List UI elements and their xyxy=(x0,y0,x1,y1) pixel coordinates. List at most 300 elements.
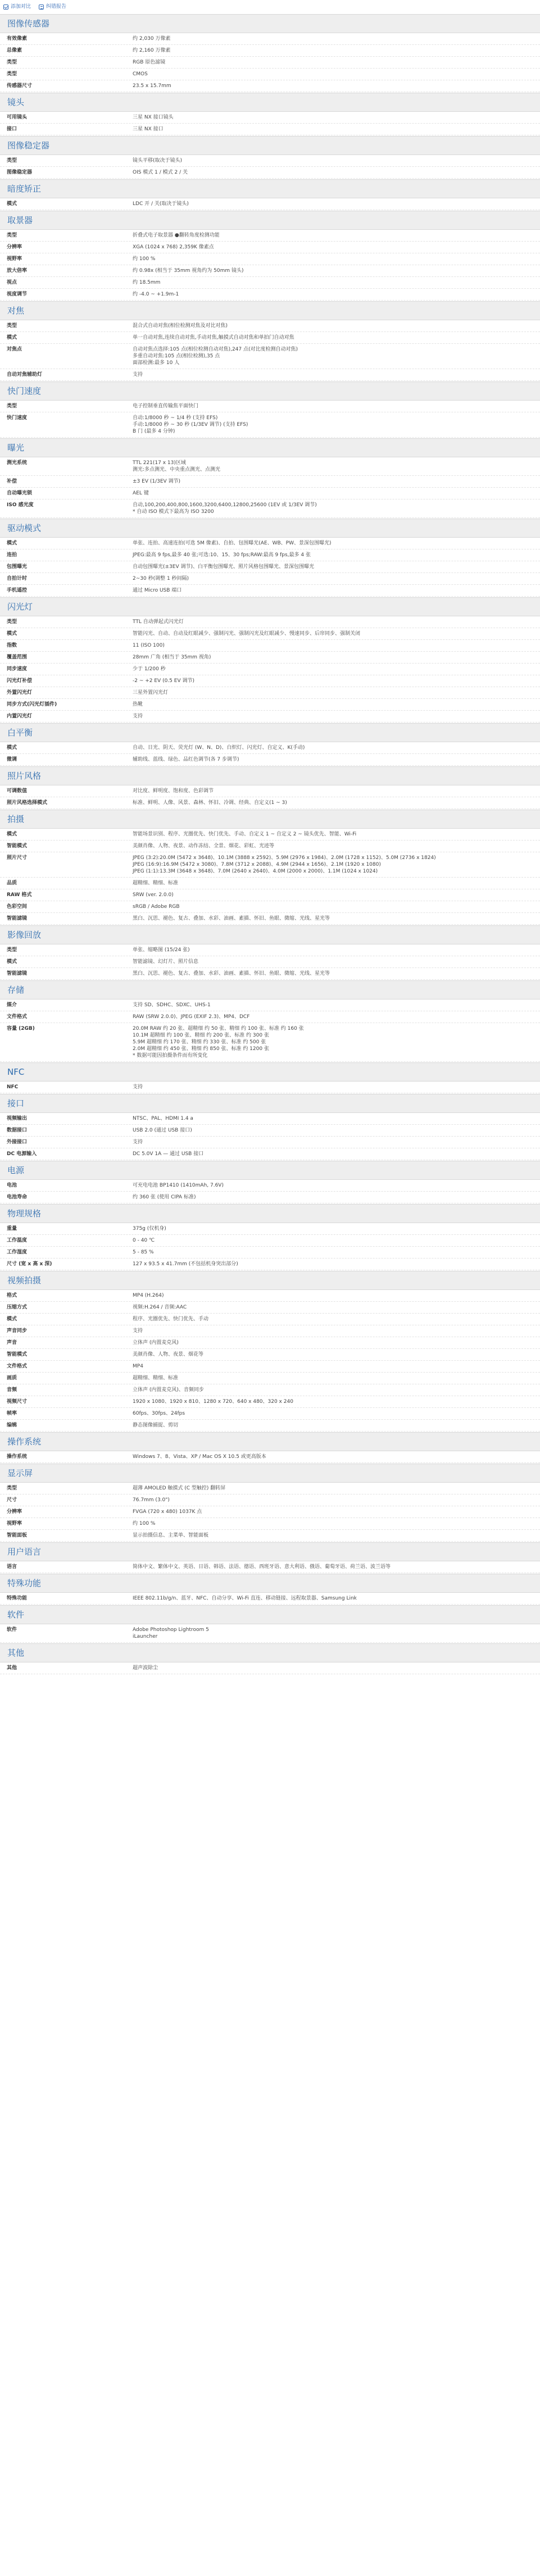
spec-value: 智能滤镜、幻灯片、照片信息 xyxy=(133,959,199,965)
spec-row xyxy=(0,1290,540,1302)
spec-label: 画质 xyxy=(7,1375,17,1381)
spec-row xyxy=(0,640,540,652)
spec-row xyxy=(0,265,540,277)
spec-value: JPEG:最高 9 fps,最多 40 张;可选:10、15、30 fps;RAW:最高 9 fps,最多 4 张 xyxy=(133,552,311,558)
report-icon xyxy=(39,4,44,10)
spec-label: 容量 (2GB) xyxy=(7,1026,35,1032)
spec-value: 三星外置闪光灯 xyxy=(133,690,169,696)
spec-label: 快门速度 xyxy=(7,415,28,421)
section-heading: 接口 xyxy=(0,1094,540,1113)
spec-row xyxy=(0,112,540,124)
spec-label: 压缩方式 xyxy=(7,1305,28,1310)
spec-value: 热靴 xyxy=(133,702,143,707)
spec-label: 同步速度 xyxy=(7,666,28,672)
spec-value: USB 2.0 (通过 USB 接口) xyxy=(133,1128,192,1133)
spec-section xyxy=(0,1574,540,1605)
spec-section xyxy=(0,93,540,135)
spec-label: NFC xyxy=(7,1084,19,1090)
spec-label: 补偿 xyxy=(7,479,17,484)
section-heading: 显示屏 xyxy=(0,1464,540,1483)
spec-label: 放大倍率 xyxy=(7,268,28,274)
spec-label: 数据接口 xyxy=(7,1128,28,1133)
spec-value: 辅助线、蓝线、绿色、品红色调节(各 7 步调节) xyxy=(133,757,239,762)
spec-label: ISO 感光度 xyxy=(7,502,34,508)
spec-value: 美颜肖像、人物、夜景、烟花等 xyxy=(133,1352,204,1357)
spec-value: LDC 开 / 关(取决于镜头) xyxy=(133,201,189,207)
spec-row xyxy=(0,332,540,344)
section-heading: 特殊功能 xyxy=(0,1574,540,1593)
spec-row xyxy=(0,1483,540,1494)
spec-value: 超薄 AMOLED 触摸式 (C 型触控) 翻转屏 xyxy=(133,1485,226,1491)
spec-row xyxy=(0,1325,540,1337)
spec-section xyxy=(0,1094,540,1160)
spec-row xyxy=(0,1662,540,1674)
error-report-label: 纠错报告 xyxy=(46,4,67,10)
spec-value: Adobe Photoshop Lightroom 5 iLauncher xyxy=(133,1627,209,1639)
spec-value: SRW (ver. 2.0.0) xyxy=(133,892,174,898)
spec-label: 音频 xyxy=(7,1387,17,1393)
spec-label: 模式 xyxy=(7,1316,17,1322)
spec-label: 模式 xyxy=(7,745,17,751)
spec-row xyxy=(0,1137,540,1148)
spec-label: 外接接口 xyxy=(7,1139,28,1145)
spec-value: FVGA (720 x 480) 1037K 点 xyxy=(133,1509,202,1515)
spec-row xyxy=(0,1494,540,1506)
spec-row xyxy=(0,616,540,628)
spec-row xyxy=(0,652,540,664)
spec-label: 闪光灯补偿 xyxy=(7,678,33,684)
spec-row xyxy=(0,412,540,438)
spec-value: 超精细、精细、标准 xyxy=(133,880,179,886)
spec-value: 23.5 x 15.7mm xyxy=(133,83,171,89)
spec-section xyxy=(0,1605,540,1643)
spec-value: 自动包围曝光(±3EV 调节)、白平衡包围曝光、照片风格包围曝光、景深包围曝光 xyxy=(133,564,314,570)
spec-label: 模式 xyxy=(7,201,17,207)
spec-value: 自动对焦点选择:105 点(相位检测自动对焦),247 点(对比度检测自动对焦) 多重自动对焦:105 点(相位检测),35 点 面部检测:最多 10 人 xyxy=(133,347,298,366)
spec-label: 传感器尺寸 xyxy=(7,83,33,89)
spec-label: 软件 xyxy=(7,1627,17,1633)
spec-label: 连拍 xyxy=(7,552,17,558)
spec-row xyxy=(0,1396,540,1408)
section-heading: 物理规格 xyxy=(0,1204,540,1223)
spec-value: 立体声 (内置麦克风) xyxy=(133,1340,179,1346)
spec-row xyxy=(0,1180,540,1192)
spec-value: 智能闪光、自动、自动及红眼减少、强制闪光、强制闪光及红眼减少、慢速同步、后帘同步、强制关闭 xyxy=(133,631,361,637)
section-heading: 图像传感器 xyxy=(0,14,540,33)
spec-label: 类型 xyxy=(7,158,17,163)
spec-row xyxy=(0,198,540,210)
spec-label: 自动曝光锁 xyxy=(7,490,33,496)
spec-value: 单张、连拍、高速连拍(可选 5M 像素)、自拍、包围曝光(AE、WB、PW、景深包围曝光) xyxy=(133,540,332,546)
spec-label: 工作湿度 xyxy=(7,1250,28,1255)
spec-row xyxy=(0,797,540,809)
spec-row xyxy=(0,687,540,699)
spec-label: 同步方式(闪光灯插件) xyxy=(7,702,57,707)
spec-value: MP4 xyxy=(133,1364,143,1369)
section-heading: 拍摄 xyxy=(0,810,540,829)
spec-value: 程序、光圈优先、快门优先、手动 xyxy=(133,1316,209,1322)
spec-label: 类型 xyxy=(7,60,17,65)
spec-label: 电池寿命 xyxy=(7,1194,28,1200)
spec-row xyxy=(0,167,540,179)
spec-section xyxy=(0,1464,540,1542)
spec-value: 超精细、精细、标准 xyxy=(133,1375,179,1381)
spec-label: 模式 xyxy=(7,631,17,637)
spec-row xyxy=(0,1023,540,1062)
spec-row xyxy=(0,369,540,381)
spec-value: 通过 Micro USB 端口 xyxy=(133,588,182,593)
spec-value: 支持 xyxy=(133,372,143,378)
spec-value: 镜头平移(取决于镜头) xyxy=(133,158,183,163)
spec-label: 视野率 xyxy=(7,1521,22,1526)
spec-label: 其他 xyxy=(7,1665,17,1671)
spec-label: 视野率 xyxy=(7,256,22,262)
spec-row xyxy=(0,1302,540,1314)
spec-label: 覆盖范围 xyxy=(7,655,28,660)
spec-label: 品质 xyxy=(7,880,17,886)
spec-value: -2 ~ +2 EV (0.5 EV 调节) xyxy=(133,678,194,684)
spec-value: XGA (1024 x 768) 2,359K 像素点 xyxy=(133,244,214,250)
spec-row xyxy=(0,585,540,597)
spec-section xyxy=(0,1643,540,1674)
spec-label: 照片风格选择模式 xyxy=(7,800,48,806)
spec-label: 测光系统 xyxy=(7,460,28,466)
error-report-link[interactable] xyxy=(39,3,66,10)
spec-label: 类型 xyxy=(7,947,17,953)
spec-row xyxy=(0,488,540,499)
spec-label: 包围曝光 xyxy=(7,564,28,570)
spec-label: 特殊功能 xyxy=(7,1596,28,1601)
spec-value: OIS 模式 1 / 模式 2 / 关 xyxy=(133,170,188,175)
spec-label: 尺寸 (宽 x 高 x 深) xyxy=(7,1261,52,1267)
spec-label: DC 电源输入 xyxy=(7,1151,37,1157)
spec-section xyxy=(0,211,540,301)
spec-label: 智能面板 xyxy=(7,1533,28,1538)
spec-section xyxy=(0,519,540,597)
spec-value: 11 (ISO 100) xyxy=(133,643,165,648)
spec-value: 76.7mm (3.0") xyxy=(133,1497,170,1503)
spec-value: 支持 xyxy=(133,1084,143,1090)
spec-value: 黑白、沉思、褪色、复古、叠加、水彩、油画、素描、怀旧、鱼眼、微缩、光线、星光等 xyxy=(133,916,330,921)
spec-value: JPEG (3:2):20.0M (5472 x 3648)、10.1M (3888 x 2592)、5.9M (2976 x 1984)、2.0M (1728 x 1152)、5.0M (2736 x 1824) JPEG (16:9):16.9M (5472 x 3080)、7.8M (3712 x 2088)、4.9M (2944 x 1656)、2.1M (1920 x 1080) JPEG (1:1):13.3M (3648 x 3648)、7.0M (2640 x 2640)、4.0M (2000 x 2000)、1.1M (1024 x 1024) xyxy=(133,855,436,874)
section-heading: 图像稳定器 xyxy=(0,136,540,155)
spec-row xyxy=(0,45,540,57)
spec-label: 有效像素 xyxy=(7,36,28,42)
spec-row xyxy=(0,401,540,412)
spec-value: CMOS xyxy=(133,71,148,77)
spec-label: 智能模式 xyxy=(7,1352,28,1357)
section-heading: 白平衡 xyxy=(0,723,540,742)
spec-label: 声音同步 xyxy=(7,1328,28,1334)
section-heading: 存储 xyxy=(0,980,540,999)
spec-row xyxy=(0,1223,540,1235)
spec-value: TTL 221(17 x 13)区域 测光:多点测光、中央重点测光、点测光 xyxy=(133,460,221,473)
spec-section xyxy=(0,1271,540,1432)
section-heading: 曝光 xyxy=(0,438,540,457)
section-heading: 其他 xyxy=(0,1643,540,1662)
spec-label: 手机遥控 xyxy=(7,588,28,593)
spec-row xyxy=(0,57,540,69)
section-heading: 取景器 xyxy=(0,211,540,230)
spec-row xyxy=(0,852,540,878)
spec-row xyxy=(0,1593,540,1605)
spec-row xyxy=(0,124,540,135)
spec-row xyxy=(0,155,540,167)
spec-row xyxy=(0,1125,540,1137)
spec-value: 混合式自动对焦(相位检测对焦及对比对焦) xyxy=(133,323,228,329)
spec-value: 显示拍摄信息、主菜单、智能面板 xyxy=(133,1533,209,1538)
spec-section xyxy=(0,1204,540,1270)
spec-row xyxy=(0,1113,540,1125)
spec-label: 智能滤镜 xyxy=(7,971,28,976)
spec-value: 0 - 40 ℃ xyxy=(133,1238,155,1243)
spec-value: 约 2,030 万像素 xyxy=(133,36,171,42)
spec-value: 60fps、30fps、24fps xyxy=(133,1411,185,1416)
spec-section xyxy=(0,766,540,809)
spec-row xyxy=(0,1518,540,1530)
spec-value: 可充电电池 BP1410 (1410mAh, 7.6V) xyxy=(133,1183,224,1188)
spec-row xyxy=(0,320,540,332)
spec-row xyxy=(0,80,540,92)
section-heading: 影像回放 xyxy=(0,925,540,944)
spec-row xyxy=(0,538,540,549)
section-heading: 照片风格 xyxy=(0,766,540,785)
spec-value: 视频:H.264 / 音频:AAC xyxy=(133,1305,187,1310)
spec-section xyxy=(0,723,540,766)
spec-label: 电池 xyxy=(7,1183,17,1188)
spec-value: 375g (仅机身) xyxy=(133,1226,166,1232)
spec-value: 支持 xyxy=(133,1139,143,1145)
spec-value: 智能场景识别、程序、光圈优先、快门优先、手动、自定义 1 ~ 自定义 2 ~ 镜头优先、智能、Wi-Fi xyxy=(133,832,357,837)
section-heading: 暗度矫正 xyxy=(0,179,540,198)
spec-value: MP4 (H.264) xyxy=(133,1293,164,1298)
spec-row xyxy=(0,242,540,253)
spec-row xyxy=(0,1506,540,1518)
spec-section xyxy=(0,1432,540,1463)
section-heading: 用户语言 xyxy=(0,1542,540,1561)
spec-value: RAW (SRW 2.0.0)、JPEG (EXIF 2.3)、MP4、DCF xyxy=(133,1014,250,1020)
spec-row xyxy=(0,785,540,797)
spec-row xyxy=(0,69,540,80)
spec-row xyxy=(0,956,540,968)
spec-value: TTL 自动弹起式闪光灯 xyxy=(133,619,184,625)
spec-row xyxy=(0,1451,540,1463)
spec-label: 模式 xyxy=(7,832,17,837)
spec-value: 约 100 % xyxy=(133,1521,156,1526)
spec-row xyxy=(0,1192,540,1203)
spec-value: 20.0M RAW 约 20 张、超精细 约 50 张、精细 约 100 张、标准 约 160 张 10.1M 超精细 约 100 张、精细 约 200 张、标准 约 300 张 5.9M 超精细 约 170 张、精细 约 330 张、标准 约 500 张 2.0M 超精细 约 450 张、精细 约 850 张、标准 约 1200 张 * 数据可能因拍摄条件而有所变化 xyxy=(133,1026,304,1058)
spec-row xyxy=(0,999,540,1011)
spec-row xyxy=(0,944,540,956)
spec-label: 智能模式 xyxy=(7,843,28,849)
spec-value: 电子控制垂直传输焦平面快门 xyxy=(133,403,199,409)
spec-label: 尺寸 xyxy=(7,1497,17,1503)
spec-value: NTSC、PAL、HDMI 1.4 a xyxy=(133,1116,193,1121)
spec-row xyxy=(0,968,540,980)
spec-label: 类型 xyxy=(7,233,17,238)
spec-label: 重量 xyxy=(7,1226,17,1232)
spec-value: 静态图像捕捉、剪切 xyxy=(133,1423,179,1428)
spec-row xyxy=(0,549,540,561)
spec-value: 对比度、鲜明度、饱和度、色彩调节 xyxy=(133,788,214,794)
spec-label: 接口 xyxy=(7,126,17,132)
spec-row xyxy=(0,1408,540,1420)
spec-label: 自拍计时 xyxy=(7,576,28,581)
spec-label: 声音 xyxy=(7,1340,17,1346)
spec-value: AEL 键 xyxy=(133,490,149,496)
spec-table xyxy=(0,14,540,1674)
spec-value: IEEE 802.11b/g/n、蓝牙、NFC、自动分享、Wi-Fi 直连、移动链接、远程取景器、Samsung Link xyxy=(133,1596,357,1601)
spec-row xyxy=(0,1259,540,1270)
spec-label: 工作温度 xyxy=(7,1238,28,1243)
spec-row xyxy=(0,889,540,901)
spec-value: 约 18.5mm xyxy=(133,280,161,285)
spec-label: 自动对焦辅助灯 xyxy=(7,372,43,378)
spec-label: 类型 xyxy=(7,403,17,409)
spec-row xyxy=(0,499,540,518)
checkbox-icon xyxy=(3,4,8,10)
spec-value: 折叠式电子取景器 ●翻转角度检测功能 xyxy=(133,233,220,238)
spec-row xyxy=(0,913,540,925)
spec-label: 可用镜头 xyxy=(7,115,28,120)
spec-row xyxy=(0,675,540,687)
spec-section xyxy=(0,301,540,381)
spec-row xyxy=(0,1624,540,1643)
spec-label: 模式 xyxy=(7,335,17,340)
spec-label: 文件格式 xyxy=(7,1364,28,1369)
spec-label: 编辑 xyxy=(7,1423,17,1428)
spec-label: 帧率 xyxy=(7,1411,17,1416)
spec-value: 1920 x 1080、1920 x 810、1280 x 720、640 x 480、320 x 240 xyxy=(133,1399,293,1405)
spec-label: 类型 xyxy=(7,619,17,625)
spec-label: 类型 xyxy=(7,323,17,329)
spec-label: 视频尺寸 xyxy=(7,1399,28,1405)
section-heading: 软件 xyxy=(0,1605,540,1624)
spec-label: RAW 格式 xyxy=(7,892,32,898)
spec-value: 标准、鲜明、人像、风景、森林、怀旧、冷调、经典、自定义(1 ~ 3) xyxy=(133,800,287,806)
section-heading: 镜头 xyxy=(0,93,540,112)
spec-row xyxy=(0,1082,540,1093)
spec-label: 色彩空间 xyxy=(7,904,28,910)
spec-row xyxy=(0,699,540,711)
spec-section xyxy=(0,1062,540,1093)
spec-value: 美颜肖像、人物、夜景、动作冻结、全景、烟花、彩虹、光迹等 xyxy=(133,843,275,849)
spec-section xyxy=(0,1161,540,1203)
spec-value: 单一自动对焦,连续自动对焦,手动对焦,触摸式自动对焦和单拍门自动对焦 xyxy=(133,335,294,340)
spec-section xyxy=(0,1542,540,1573)
spec-row xyxy=(0,1384,540,1396)
spec-label: 总像素 xyxy=(7,48,22,53)
spec-value: 2~30 秒(调整 1 秒间隔) xyxy=(133,576,189,581)
spec-row xyxy=(0,476,540,488)
section-heading: 电源 xyxy=(0,1161,540,1180)
spec-value: 单张、缩略图 (15/24 张) xyxy=(133,947,190,953)
spec-section xyxy=(0,381,540,438)
spec-value: 立体声 (内置麦克风)、音频同步 xyxy=(133,1387,204,1393)
spec-section xyxy=(0,179,540,210)
spec-row xyxy=(0,901,540,913)
spec-label: 照片尺寸 xyxy=(7,855,28,861)
spec-label: 分辨率 xyxy=(7,244,22,250)
spec-value: 三星 NX 接口 xyxy=(133,126,164,132)
spec-row xyxy=(0,829,540,841)
spec-value: 127 x 93.5 x 41.7mm (不包括机身突出部分) xyxy=(133,1261,238,1267)
spec-value: 简体中文、繁体中文、英语、日语、韩语、法语、德语、西班牙语、意大利语、俄语、葡萄牙语、荷兰语、波兰语等 xyxy=(133,1564,391,1570)
spec-value: 超声波除尘 xyxy=(133,1665,158,1671)
spec-value: 约 100 % xyxy=(133,256,156,262)
spec-row xyxy=(0,1314,540,1325)
spec-label: 指数 xyxy=(7,643,17,648)
spec-label: 文件格式 xyxy=(7,1014,28,1020)
spec-row xyxy=(0,1349,540,1361)
spec-label: 外置闪光灯 xyxy=(7,690,33,696)
spec-value: 自动、日光、阴天、荧光灯 (W、N、D)、白炽灯、闪光灯、自定义、K(手动) xyxy=(133,745,305,751)
spec-value: 约 0.98x (相当于 35mm 视角约为 50mm 镜头) xyxy=(133,268,244,274)
spec-row xyxy=(0,344,540,369)
section-heading: 闪光灯 xyxy=(0,597,540,616)
spec-label: 视度调节 xyxy=(7,292,28,297)
spec-row xyxy=(0,711,540,723)
spec-value: Windows 7、8、Vista、XP / Mac OS X 10.5 或更高版本 xyxy=(133,1454,266,1460)
spec-row xyxy=(0,628,540,640)
spec-value: 支持 xyxy=(133,714,143,719)
spec-row xyxy=(0,230,540,242)
section-heading: NFC xyxy=(0,1062,540,1082)
spec-label: 类型 xyxy=(7,71,17,77)
spec-value: RGB 原色滤镜 xyxy=(133,60,166,65)
spec-row xyxy=(0,1247,540,1259)
spec-row xyxy=(0,253,540,265)
spec-section xyxy=(0,980,540,1062)
section-heading: 对焦 xyxy=(0,301,540,320)
spec-label: 模式 xyxy=(7,959,17,965)
spec-value: 5 - 85 % xyxy=(133,1250,154,1255)
spec-label: 操作系统 xyxy=(7,1454,28,1460)
spec-value: 约 -4.0 ~ +1.9m-1 xyxy=(133,292,179,297)
add-compare-label: 添加对比 xyxy=(11,4,31,10)
spec-row xyxy=(0,1361,540,1373)
spec-value: 支持 SD、SDHC、SDXC、UHS-1 xyxy=(133,1002,211,1008)
add-compare-link[interactable] xyxy=(3,3,31,10)
spec-label: 媒介 xyxy=(7,1002,17,1008)
spec-section xyxy=(0,136,540,179)
spec-row xyxy=(0,1148,540,1160)
section-heading: 操作系统 xyxy=(0,1432,540,1451)
spec-section xyxy=(0,438,540,518)
section-heading: 视频拍摄 xyxy=(0,1271,540,1290)
spec-label: 视频输出 xyxy=(7,1116,28,1121)
spec-label: 类型 xyxy=(7,1485,17,1491)
spec-value: 黑白、沉思、褪色、复古、叠加、水彩、油画、素描、怀旧、鱼眼、微缩、光线、星光等 xyxy=(133,971,330,976)
spec-row xyxy=(0,289,540,301)
spec-row xyxy=(0,664,540,675)
spec-label: 可调数值 xyxy=(7,788,28,794)
spec-label: 智能滤镜 xyxy=(7,916,28,921)
spec-section xyxy=(0,597,540,723)
spec-label: 模式 xyxy=(7,540,17,546)
spec-row xyxy=(0,1561,540,1573)
spec-label: 分辨率 xyxy=(7,1509,22,1515)
spec-value: 自动,100,200,400,800,1600,3200,6400,12800,25600 (1EV 或 1/3EV 调节) * 自动 ISO 模式下最高为 ISO 3200 xyxy=(133,502,317,515)
spec-value: 支持 xyxy=(133,1328,143,1334)
spec-label: 内置闪光灯 xyxy=(7,714,33,719)
spec-row xyxy=(0,1337,540,1349)
spec-label: 语言 xyxy=(7,1564,17,1570)
section-heading: 驱动模式 xyxy=(0,519,540,538)
spec-row xyxy=(0,1235,540,1247)
spec-row xyxy=(0,754,540,766)
spec-section xyxy=(0,14,540,92)
